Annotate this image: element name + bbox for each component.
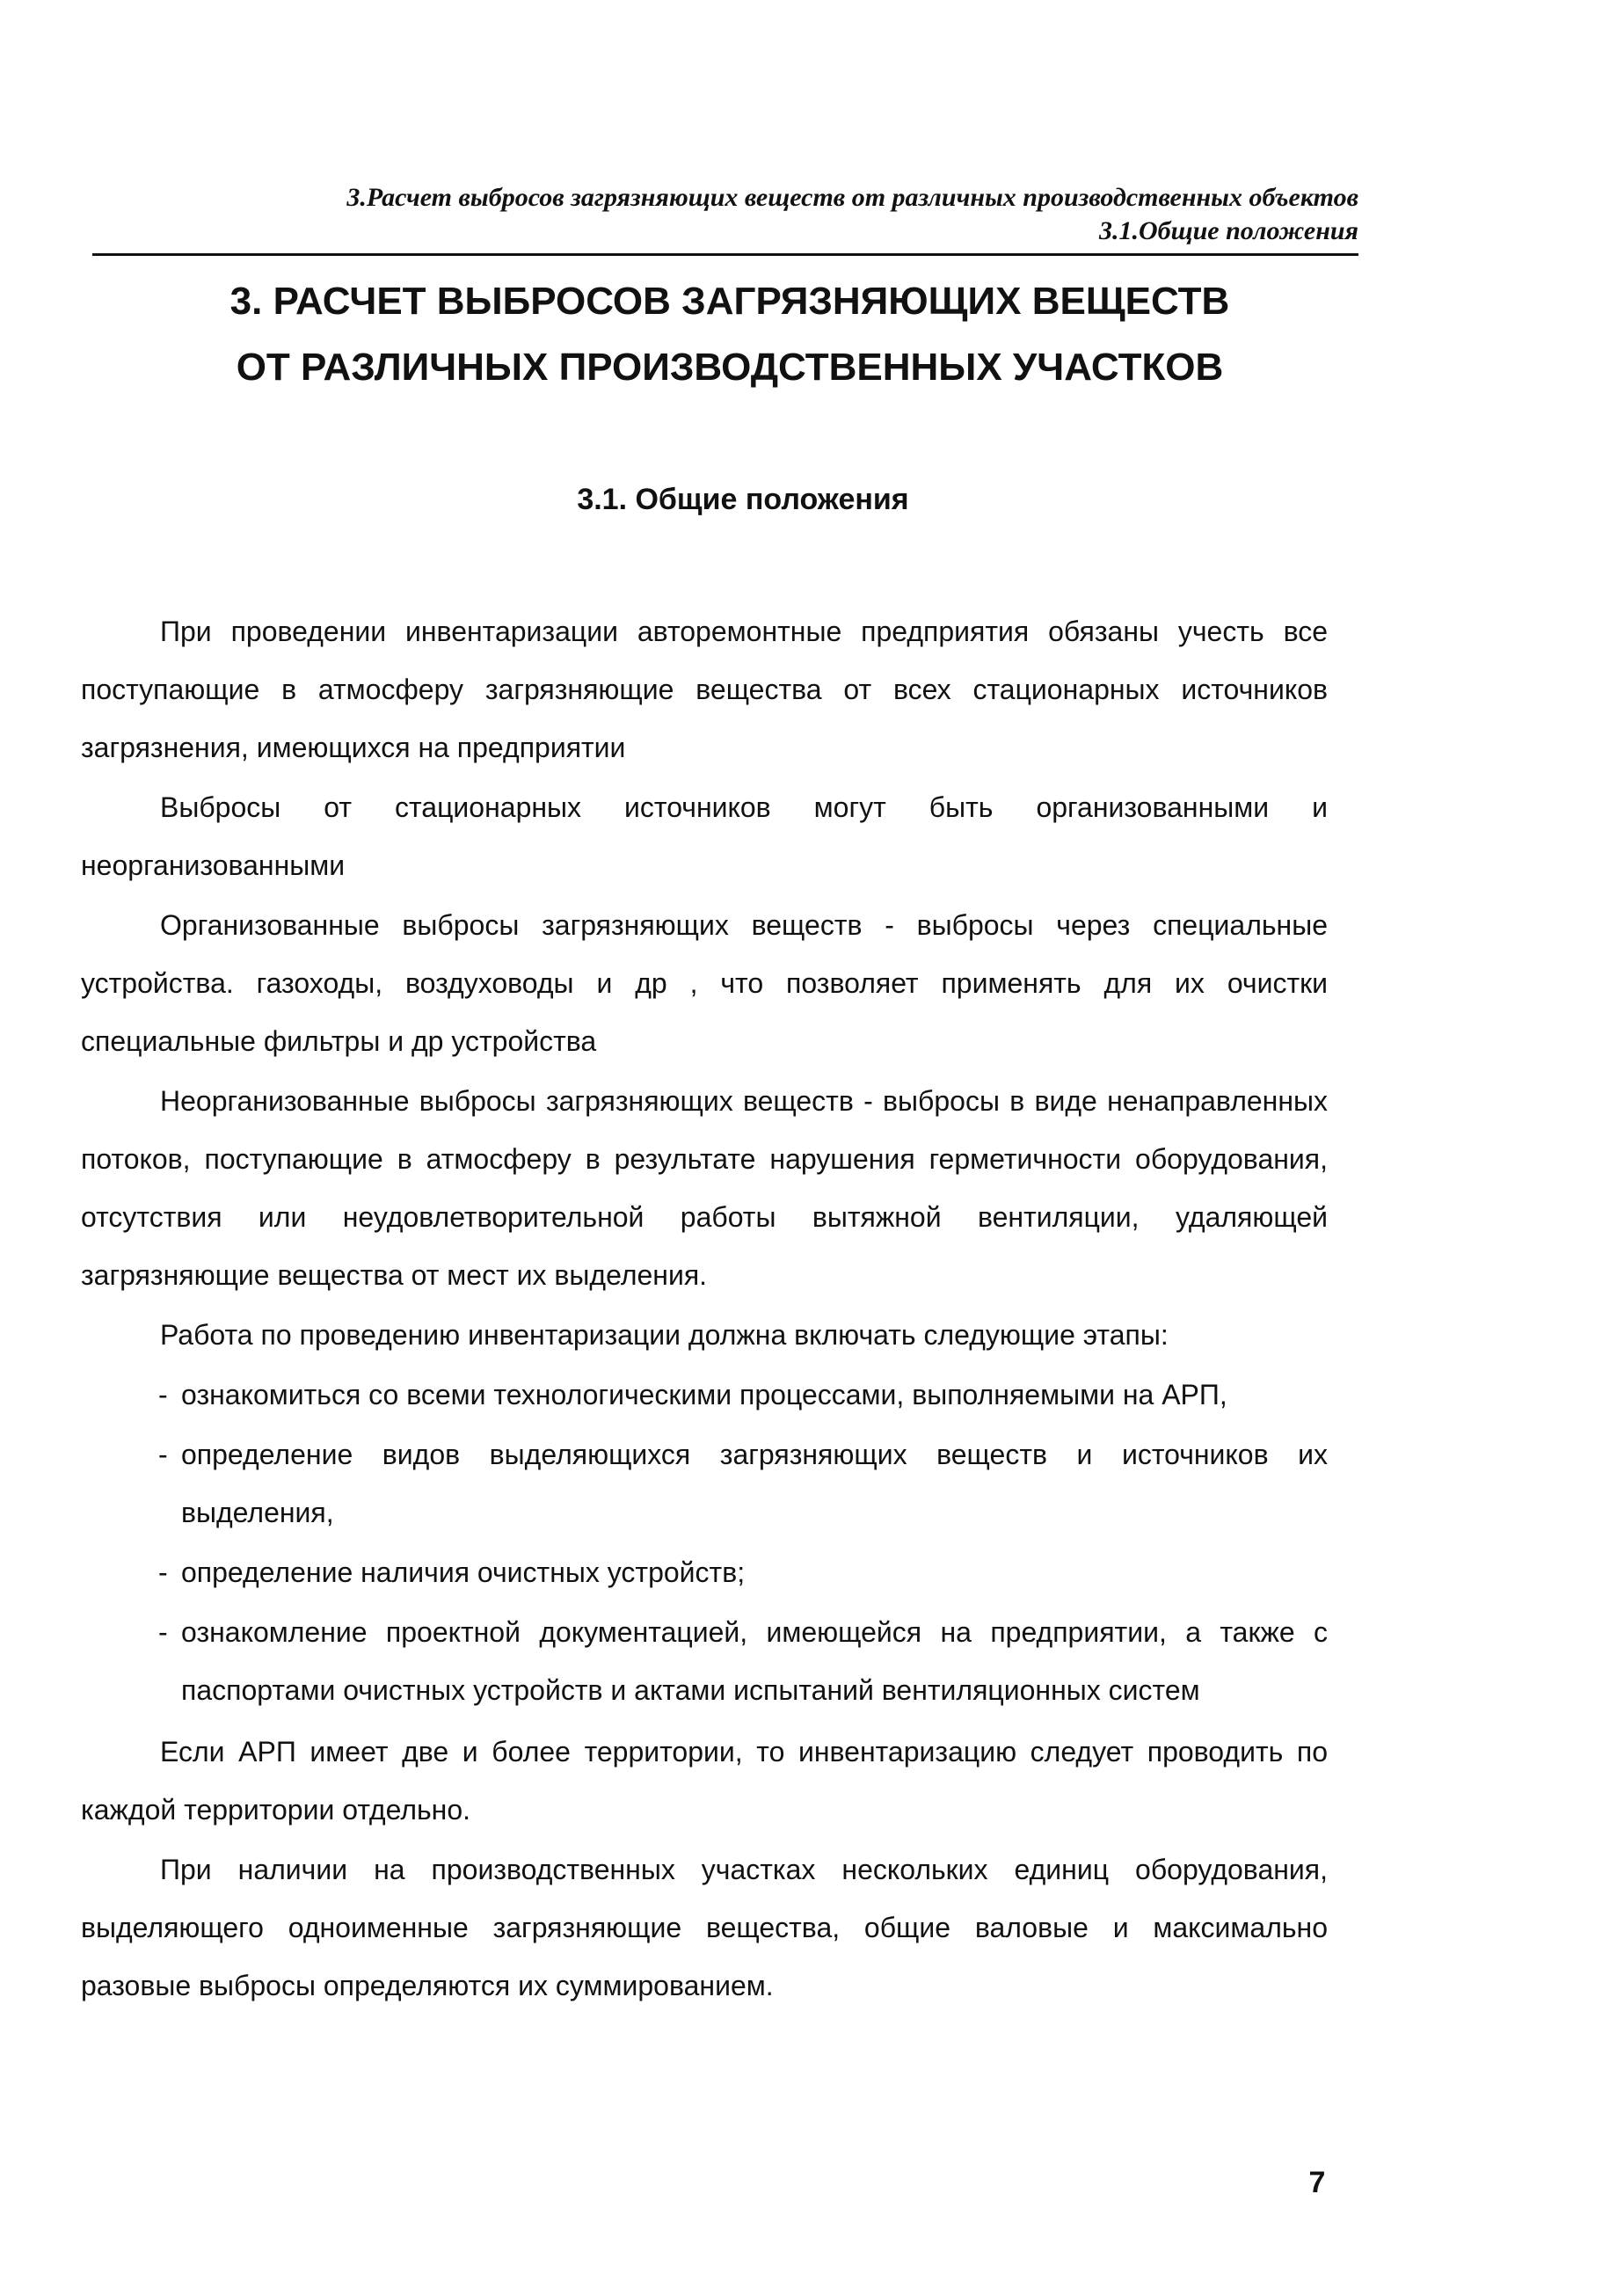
paragraph: Выбросы от стационарных источников могут быть организованными и неорганизованными bbox=[81, 791, 1328, 881]
body-text bbox=[81, 602, 1328, 2016]
chapter-title-line-2: ОТ РАЗЛИЧНЫХ ПРОИЗВОДСТВЕННЫХ УЧАСТКОВ bbox=[236, 346, 1224, 389]
paragraph: При проведении инвентаризации авторемонтные предприятия обязаны учесть все поступающие в атмосферу загрязняющие вещества от всех стационарных источников загрязнения, имеющихся на предприятии bbox=[81, 616, 1328, 763]
running-header-chapter: 3.Расчет выбросов загрязняющих веществ от различных производственных объектов bbox=[346, 183, 1358, 212]
running-header-section: 3.1.Общие положения bbox=[1099, 216, 1358, 245]
list-item: - ознакомиться со всеми технологическими процессами, выполняемыми на АРП, bbox=[158, 1366, 1328, 1424]
page-number: 7 bbox=[1308, 2166, 1326, 2199]
section-heading: 3.1. Общие положения bbox=[577, 483, 909, 516]
paragraph: Неорганизованные выбросы загрязняющих веществ - выбросы в виде ненаправленных потоков, поступающие в атмосферу в результате нарушения герметичности оборудования, отсутствия или неудовлетворительной работы вытяжной вентиляции, удаляющей загрязняющие вещества от мест их выделения. bbox=[81, 1085, 1328, 1291]
paragraph: При наличии на производственных участках нескольких единиц оборудования, выделяющего одноименные загрязняющие вещества, общие валовые и максимально разовые выбросы определяются их суммированием. bbox=[81, 1854, 1328, 2001]
list-item: - определение видов выделяющихся загрязняющих веществ и источников их выделения, bbox=[158, 1425, 1328, 1542]
list-item: - определение наличия очистных устройств; bbox=[158, 1543, 1328, 1601]
stages-list bbox=[81, 1366, 1328, 1719]
header-rule bbox=[92, 253, 1358, 256]
chapter-title-line-1: 3. РАСЧЕТ ВЫБРОСОВ ЗАГРЯЗНЯЮЩИХ ВЕЩЕСТВ bbox=[229, 280, 1230, 323]
paragraph: Организованные выбросы загрязняющих веществ - выбросы через специальные устройства. газоходы, воздуховоды и др , что позволяет применять для их очистки специальные фильтры и др устройства bbox=[81, 909, 1328, 1057]
paragraph: Если АРП имеет две и более территории, то инвентаризацию следует проводить по каждой территории отдельно. bbox=[81, 1736, 1328, 1826]
paragraph: Работа по проведению инвентаризации должна включать следующие этапы: bbox=[160, 1319, 1169, 1351]
list-item: - ознакомление проектной документацией, имеющейся на предприятии, а также с паспортами очистных устройств и актами испытаний вентиляционных систем bbox=[158, 1603, 1328, 1719]
